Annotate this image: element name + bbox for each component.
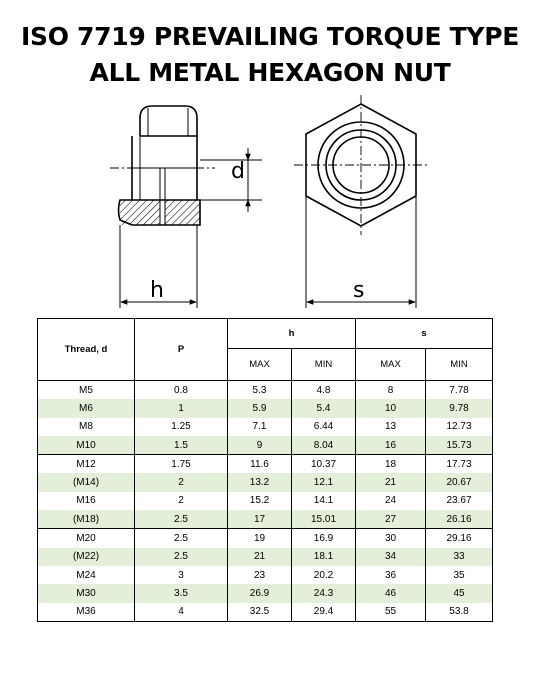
col-header-h-min: MIN [292,349,356,381]
page-title-line-2: ALL METAL HEXAGON NUT [89,58,451,87]
cell-h-max: 9 [228,436,292,455]
table-row [38,566,493,584]
table-row [38,584,493,602]
cell-thread: M12 [38,455,135,474]
cell-s-min: 45 [426,584,493,602]
cell-h-max: 26.9 [228,584,292,602]
cell-h-min: 14.1 [292,492,356,510]
table-row [38,381,493,400]
cell-h-min: 12.1 [292,473,356,491]
cell-s-min: 20.67 [426,473,493,491]
cell-s-max: 8 [356,381,426,400]
dimension-table [37,318,493,622]
cell-h-min: 10.37 [292,455,356,474]
cell-thread: (M22) [38,548,135,566]
cell-s-min: 33 [426,548,493,566]
col-header-s-min: MIN [426,349,493,381]
top-center-lines [294,95,428,235]
cell-h-min: 16.9 [292,529,356,548]
label-h: h [150,278,164,303]
col-header-h-max: MAX [228,349,292,381]
cell-s-max: 24 [356,492,426,510]
cell-s-max: 27 [356,510,426,529]
cell-s-min: 9.78 [426,399,493,417]
cell-s-min: 7.78 [426,381,493,400]
cell-s-max: 10 [356,399,426,417]
cell-h-max: 21 [228,548,292,566]
table-row [38,418,493,436]
cell-p: 1.25 [135,418,228,436]
cell-s-max: 13 [356,418,426,436]
table-body [38,381,493,622]
col-header-pitch: P [135,319,228,381]
col-header-s: s [356,319,493,349]
cell-p: 2.5 [135,510,228,529]
cell-thread: (M14) [38,473,135,491]
col-header-h: h [228,319,356,349]
cell-h-min: 29.4 [292,603,356,622]
cell-s-min: 17.73 [426,455,493,474]
cell-p: 2.5 [135,548,228,566]
cell-s-min: 29.16 [426,529,493,548]
cell-thread: M8 [38,418,135,436]
cell-s-min: 26.16 [426,510,493,529]
cell-h-max: 15.2 [228,492,292,510]
page-title-line-1: ISO 7719 PREVAILING TORQUE TYPE [20,22,520,51]
cell-thread: M16 [38,492,135,510]
cell-s-min: 23.67 [426,492,493,510]
cell-s-max: 16 [356,436,426,455]
label-d: d [231,159,245,184]
cell-p: 1.5 [135,436,228,455]
cell-p: 2 [135,492,228,510]
cell-thread: M6 [38,399,135,417]
cell-h-min: 24.3 [292,584,356,602]
cell-p: 4 [135,603,228,622]
cell-p: 3 [135,566,228,584]
cell-s-max: 34 [356,548,426,566]
cell-p: 1 [135,399,228,417]
cell-h-max: 23 [228,566,292,584]
cell-s-max: 55 [356,603,426,622]
cell-thread: M10 [38,436,135,455]
table-row [38,455,493,474]
cell-h-min: 18.1 [292,548,356,566]
cell-p: 3.5 [135,584,228,602]
cell-h-min: 4.8 [292,381,356,400]
cell-thread: M30 [38,584,135,602]
cell-s-max: 30 [356,529,426,548]
cell-s-min: 35 [426,566,493,584]
cell-h-min: 6.44 [292,418,356,436]
cell-h-max: 19 [228,529,292,548]
cell-p: 1.75 [135,455,228,474]
cell-s-min: 12.73 [426,418,493,436]
cell-thread: (M18) [38,510,135,529]
cell-h-max: 5.9 [228,399,292,417]
cell-h-min: 20.2 [292,566,356,584]
cell-s-min: 15.73 [426,436,493,455]
table-row [38,399,493,417]
cell-s-max: 46 [356,584,426,602]
nut-side-view [119,106,201,225]
col-header-s-max: MAX [356,349,426,381]
cell-h-min: 8.04 [292,436,356,455]
table-row [38,548,493,566]
label-s: s [353,278,365,303]
cell-thread: M5 [38,381,135,400]
cell-h-max: 11.6 [228,455,292,474]
cell-p: 0.8 [135,381,228,400]
cell-h-min: 5.4 [292,399,356,417]
table-row [38,603,493,622]
cell-h-max: 17 [228,510,292,529]
cell-s-max: 21 [356,473,426,491]
cell-h-max: 32.5 [228,603,292,622]
cell-thread: M36 [38,603,135,622]
cell-h-max: 5.3 [228,381,292,400]
cell-s-max: 18 [356,455,426,474]
table-row [38,436,493,455]
cell-thread: M20 [38,529,135,548]
cell-h-min: 15.01 [292,510,356,529]
cell-thread: M24 [38,566,135,584]
cell-h-max: 7.1 [228,418,292,436]
cell-s-max: 36 [356,566,426,584]
nut-technical-drawing [0,0,540,318]
cell-h-max: 13.2 [228,473,292,491]
cell-p: 2 [135,473,228,491]
table-row [38,510,493,529]
table-row [38,529,493,548]
table-row [38,473,493,491]
cell-p: 2.5 [135,529,228,548]
cell-s-min: 53.8 [426,603,493,622]
table-row [38,492,493,510]
col-header-thread: Thread, d [38,319,135,381]
